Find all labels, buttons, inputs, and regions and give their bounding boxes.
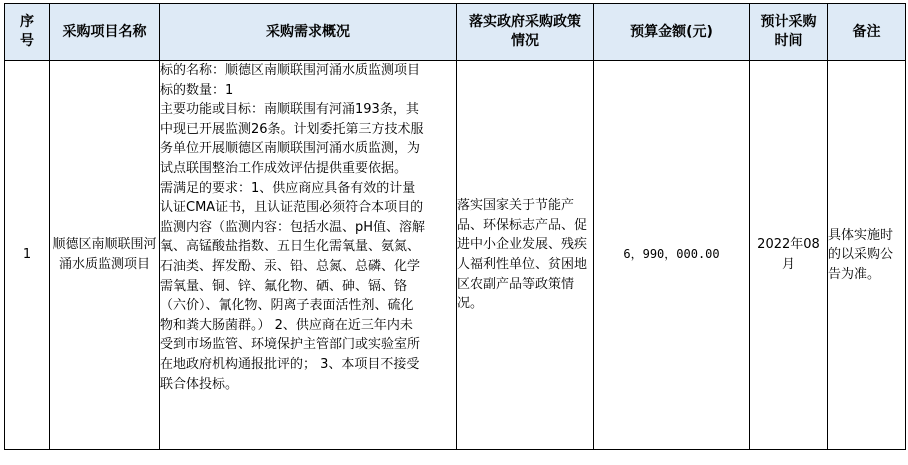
summary-line: 受到市场监管、环境保护主管部门或实验室所: [160, 337, 421, 353]
summary-line: 需氧量、铜、锌、氟化物、硒、砷、镉、铬: [160, 278, 408, 294]
summary-line: 需满足的要求：1、供应商应具备有效的计量: [160, 180, 416, 196]
table-row: [5, 61, 906, 450]
summary-line: 标的名称：顺德区南顺联围河涌水质监测项目: [160, 63, 421, 78]
summary-line: 中现已开展监测26条。计划委托第三方技术服: [160, 121, 424, 137]
time-text: 2022年08月: [757, 237, 820, 272]
header-no: 序号: [5, 4, 50, 61]
summary-line: 在地政府机构通报批评的； 3、本项目不接受: [160, 356, 420, 372]
header-project-name: 采购项目名称: [50, 4, 160, 61]
header-note: 备注: [828, 4, 906, 61]
cell-summary: [160, 61, 457, 450]
note-text: 具体实施时的以采购公告为准。: [828, 227, 894, 282]
header-summary: 采购需求概况: [160, 4, 457, 61]
cell-budget: 6，990，000.00: [594, 61, 750, 450]
table-header: [5, 4, 906, 61]
summary-line: 认证CMA证书，且认证范围必须符合本项目的: [160, 200, 424, 216]
summary-line: 石油类、挥发酚、汞、铅、总氮、总磷、化学: [160, 258, 421, 274]
cell-policy: [457, 61, 594, 450]
summary-line: 务单位开展顺德区南顺联围河涌水质监测，为: [160, 141, 421, 157]
summary-line: 试点联围整治工作成效评估提供重要依据。: [160, 160, 408, 176]
header-row: [5, 4, 906, 61]
cell-no: 1: [5, 61, 50, 450]
summary-line: 物和粪大肠菌群。） 2、供应商在近三年内未: [160, 317, 413, 333]
header-time: 预计采购时间: [750, 4, 828, 61]
summary-line: 标的数量：1: [160, 82, 234, 98]
summary-line: 主要功能或目标：南顺联围有河涌193条，其: [160, 102, 419, 118]
summary-line: 氧、高锰酸盐指数、五日生化需氧量、氨氮、: [160, 239, 421, 255]
cell-note: [828, 61, 906, 450]
procurement-table: [4, 3, 906, 450]
cell-time: [750, 61, 828, 450]
summary-line: （六价）、氰化物、阴离子表面活性剂、硫化: [160, 298, 414, 314]
summary-line: 监测内容（监测内容：包括水温、pH值、溶解: [160, 219, 426, 235]
policy-text: 落实国家关于节能产品、环保标志产品、促进中小企业发展、残疾人福利性单位、贫困地区农副产品等政策情况。: [457, 198, 588, 312]
cell-project-name: 顺德区南顺联围河涌水质监测项目: [50, 61, 160, 450]
summary-line: 联合体投标。: [160, 376, 239, 392]
header-policy: 落实政府采购政策情况: [457, 4, 594, 61]
header-budget: 预算金额(元): [594, 4, 750, 61]
